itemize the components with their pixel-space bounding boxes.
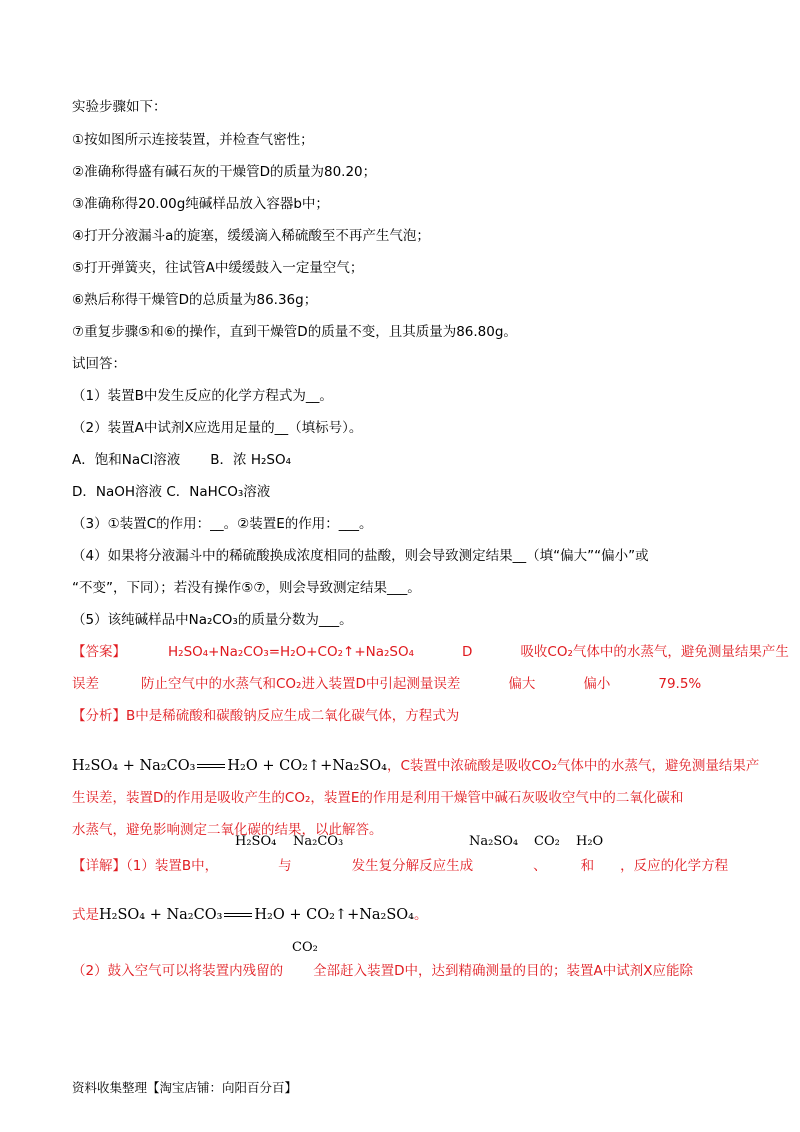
option-b-formula: H₂SO₄ xyxy=(250,452,292,468)
formula-h2so4: H₂SO₄ xyxy=(235,834,277,849)
analysis-line-4: 水蒸气，避免影响测定二氧化碳的结果，以此解答。 xyxy=(72,822,383,838)
questions-heading: 试回答： xyxy=(72,356,126,372)
answer-3-part-1: 吸收CO₂气体中的水蒸气，避免测量结果产生 xyxy=(520,644,789,660)
options-row-1 xyxy=(72,451,291,469)
option-c: C． xyxy=(166,484,190,500)
step-1: ①按如图所示连接装置，并检查气密性； xyxy=(72,132,314,148)
detail-text-1c: 发生复分解反应生成 xyxy=(351,858,474,874)
answer-equation: H₂SO₄+Na₂CO₃=H₂O+CO₂↑+Na₂SO₄ xyxy=(168,644,415,660)
footer-source: 资料收集整理【淘宝店铺：向阳百分百】 xyxy=(72,1080,298,1095)
answer-5: 79.5% xyxy=(658,676,702,692)
step-7: ⑦重复步骤⑤和⑥的操作，直到干燥管D的质量不变，且其质量为86.80g。 xyxy=(72,324,517,340)
option-a: A．饱和NaCl溶液 xyxy=(72,452,181,468)
answer-4-a: 偏大 xyxy=(508,676,536,692)
detail-text-1b: 与 xyxy=(278,858,292,874)
equals-sign xyxy=(197,764,225,768)
step-5: ⑤打开弹簧夹，往试管A中缓缓鼓入一定量空气； xyxy=(72,260,364,276)
detail-text-1d: 、 xyxy=(533,858,547,874)
analysis-line-2 xyxy=(72,757,759,775)
detail-line-2 xyxy=(72,906,428,924)
answer-tag: 【答案】 xyxy=(72,644,126,660)
answer-2: D xyxy=(462,644,473,660)
question-5-prefix: （5）该纯碱样品中 xyxy=(72,612,189,628)
question-2: （2）装置A中试剂X应选用足量的__（填标号）。 xyxy=(72,420,363,436)
detail-equation-right: H₂O + CO₂↑+Na₂SO₄ xyxy=(254,907,414,923)
step-6: ⑥熟后称得干燥管D的总质量为86.36g； xyxy=(72,292,318,308)
question-5 xyxy=(72,611,353,629)
analysis-text-1: B中是稀硫酸和碳酸钠反应生成二氧化碳气体，方程式为 xyxy=(126,708,460,724)
formula-co2: CO₂ xyxy=(534,834,560,849)
equals-sign-2 xyxy=(224,913,252,917)
question-4-line-1: （4）如果将分液漏斗中的稀硫酸换成浓度相同的盐酸，则会导致测定结果__（填“偏大”“偏小”或 xyxy=(72,548,649,564)
step-2: ②准确称得盛有碱石灰的干燥管D的质量为80.20； xyxy=(72,164,377,180)
analysis-line-3: 生误差，装置D的作用是吸收产生的CO₂，装置E的作用是利用干燥管中碱石灰吸收空气中的二氧化碳和 xyxy=(72,790,684,806)
step-4: ④打开分液漏斗a的旋塞，缓缓滴入稀硫酸至不再产生气泡； xyxy=(72,228,430,244)
detail-text-2a: 式是 xyxy=(72,907,99,923)
formula-na2co3: Na₂CO₃ xyxy=(293,834,344,849)
question-5-suffix: 的质量分数为___。 xyxy=(237,612,353,628)
analysis-equation-right: H₂O + CO₂↑+Na₂SO₄ xyxy=(227,758,387,774)
analysis-tag: 【分析】 xyxy=(72,708,126,724)
answer-3-part-2: 误差 xyxy=(72,676,99,692)
option-c-formula: NaHCO₃ xyxy=(189,484,244,500)
answer-3-part-3: 防止空气中的水蒸气和CO₂进入装置D中引起测量误差 xyxy=(141,676,461,692)
question-4-line-2: “不变”，下同）；若没有操作⑤⑦，则会导致测定结果___。 xyxy=(72,580,421,596)
detail-text-3b: 全部赶入装置D中，达到精确测量的目的；装置A中试剂X应能除 xyxy=(313,963,693,979)
formula-co2-residual: CO₂ xyxy=(292,940,318,955)
detail-line-1 xyxy=(72,857,728,875)
detail-equation-left: H₂SO₄ + Na₂CO₃ xyxy=(99,907,223,923)
formula-na2so4: Na₂SO₄ xyxy=(469,834,519,849)
formula-h2o: H₂O xyxy=(576,834,604,849)
option-b: B．浓 xyxy=(210,452,247,468)
analysis-line-1 xyxy=(72,707,459,725)
step-3: ③准确称得20.00g纯碱样品放入容器b中； xyxy=(72,196,329,212)
steps-heading: 实验步骤如下： xyxy=(72,99,167,115)
detail-text-1a: （1）装置B中， xyxy=(126,858,219,874)
question-5-formula: Na₂CO₃ xyxy=(188,612,238,628)
answer-4-b: 偏小 xyxy=(583,676,611,692)
option-c-suffix: 溶液 xyxy=(243,484,271,500)
detail-text-2b: 。 xyxy=(414,907,428,923)
analysis-equation-left: H₂SO₄ + Na₂CO₃ xyxy=(72,758,196,774)
detail-tag: 【详解】 xyxy=(72,858,126,874)
options-row-2 xyxy=(72,483,270,501)
question-3: （3）①装置C的作用：__。②装置E的作用：___。 xyxy=(72,516,373,532)
detail-text-3a: （2）鼓入空气可以将装置内残留的 xyxy=(72,963,284,979)
option-d: D．NaOH溶液 xyxy=(72,484,163,500)
analysis-text-2: ，C装置中浓硫酸是吸收CO₂气体中的水蒸气，避免测量结果产 xyxy=(387,758,760,774)
question-1: （1）装置B中发生反应的化学方程式为__。 xyxy=(72,388,333,404)
detail-line-3 xyxy=(72,962,693,980)
answer-line-1 xyxy=(72,643,789,661)
detail-text-1f: ，反应的化学方程 xyxy=(620,858,729,874)
detail-text-1e: 和 xyxy=(580,858,595,874)
answer-line-2 xyxy=(72,675,701,693)
